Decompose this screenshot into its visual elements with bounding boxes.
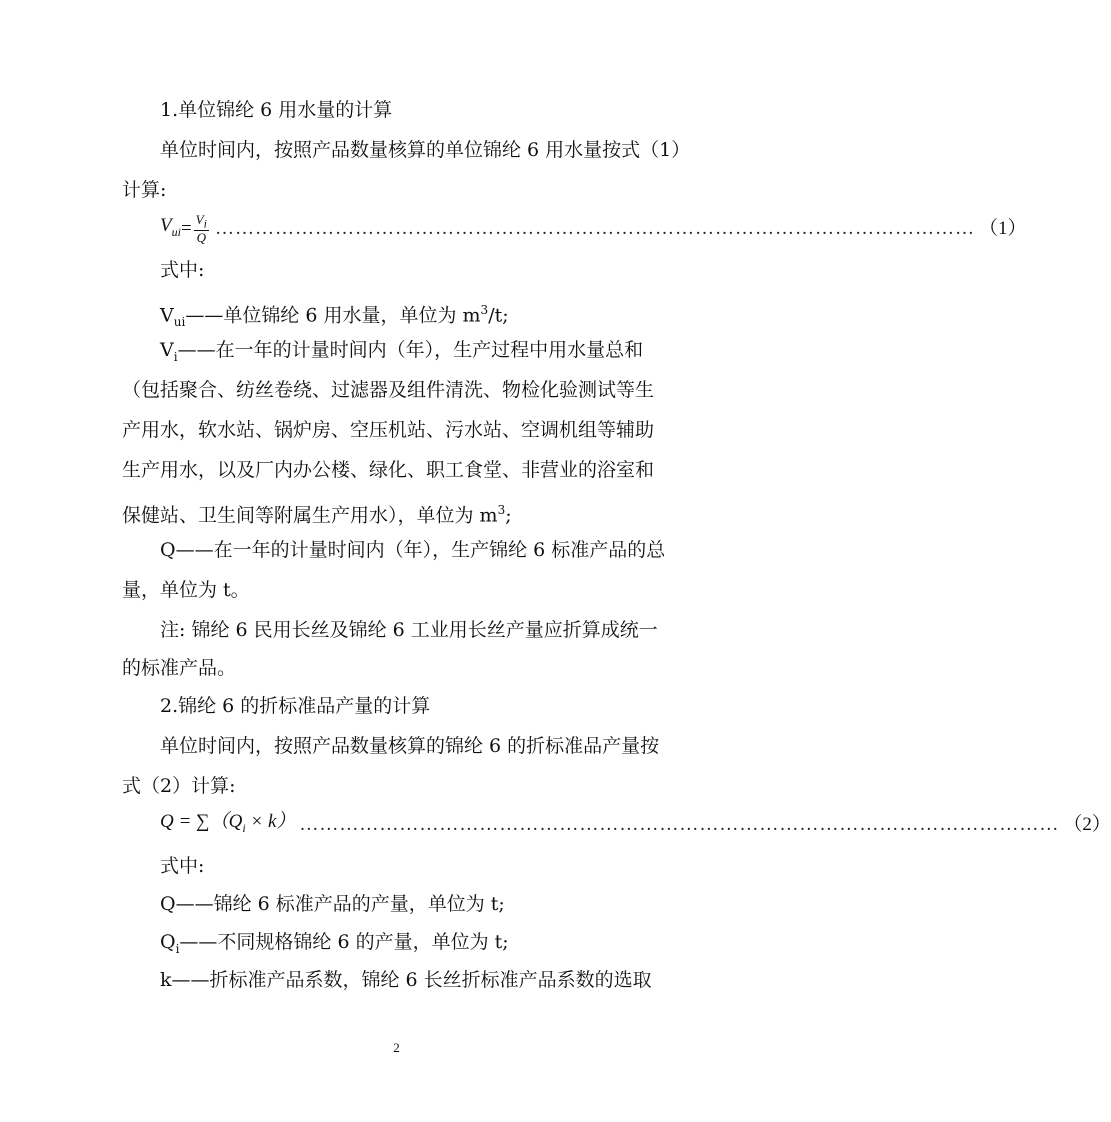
where-label: 式中: (160, 259, 205, 281)
paragraph-line: 单位时间内，按照产品数量核算的锦纶 6 的折标准品产量按 (160, 735, 660, 757)
formula-lhs: $V_{ui}$ (160, 215, 181, 239)
leader-dots: …………………………………………………………………………………………………… (299, 814, 1060, 835)
paragraph-line: 保健站、卫生间等附属生产用水），单位为 $m^3$; (122, 503, 512, 527)
paragraph-line: 计算: (122, 179, 167, 201)
leader-dots: …………………………………………………………………………………………………… (214, 218, 975, 239)
paragraph-line: 产用水，软水站、锅炉房、空压机站、污水站、空调机组等辅助 (122, 419, 655, 441)
definition-q: Q——在一年的计量时间内（年），生产锦纶 6 标准产品的总 (160, 539, 666, 561)
paragraph-line: 生产用水，以及厂内办公楼、绿化、职工食堂、非营业的浴室和 (122, 459, 655, 481)
definition-vi: $V_i——$在一年的计量时间内（年），生产过程中用水量总和 (160, 339, 644, 364)
section-1-heading: 1.单位锦纶 6 用水量的计算 (160, 99, 393, 121)
formula-1 (160, 211, 1027, 246)
section-2-heading: 2.锦纶 6 的折标准品产量的计算 (160, 695, 431, 717)
where-label: 式中: (160, 855, 205, 877)
definition-vui: $V_{ui}——$单位锦纶 6 用水量，单位为 $m^3/t$; (160, 303, 509, 330)
paragraph-line: 的标准产品。 (122, 657, 237, 679)
paragraph-line: 量，单位为 t。 (122, 579, 250, 601)
equation-number: （2） (1063, 814, 1111, 835)
definition-k: k——折标准产品系数，锦纶 6 长丝折标准产品系数的选取 (160, 969, 652, 991)
note: 注: 锦纶 6 民用长丝及锦纶 6 工业用长丝产量应折算成统一 (160, 619, 658, 641)
paragraph-line: （包括聚合、纺丝卷绕、过滤器及组件清洗、物检化验测试等生 (122, 379, 655, 401)
definition-q: Q——锦纶 6 标准产品的产量，单位为 t; (160, 893, 505, 915)
paragraph-line: 式（2）计算: (122, 775, 236, 797)
paragraph-line: 单位时间内，按照产品数量核算的单位锦纶 6 用水量按式（1） (160, 139, 691, 161)
equation-number: （1） (978, 218, 1027, 239)
definition-qi: $Q_i——$不同规格锦纶 6 的产量，单位为 t; (160, 931, 509, 956)
formula-2 (160, 810, 1111, 840)
formula-fraction: $\frac{V_i}{Q}$ (195, 211, 207, 246)
formula-equals: = (180, 218, 192, 239)
page-number: 2 (393, 1040, 400, 1055)
formula-body: $Q = \sum(Q_i \times k)$ (160, 811, 296, 835)
